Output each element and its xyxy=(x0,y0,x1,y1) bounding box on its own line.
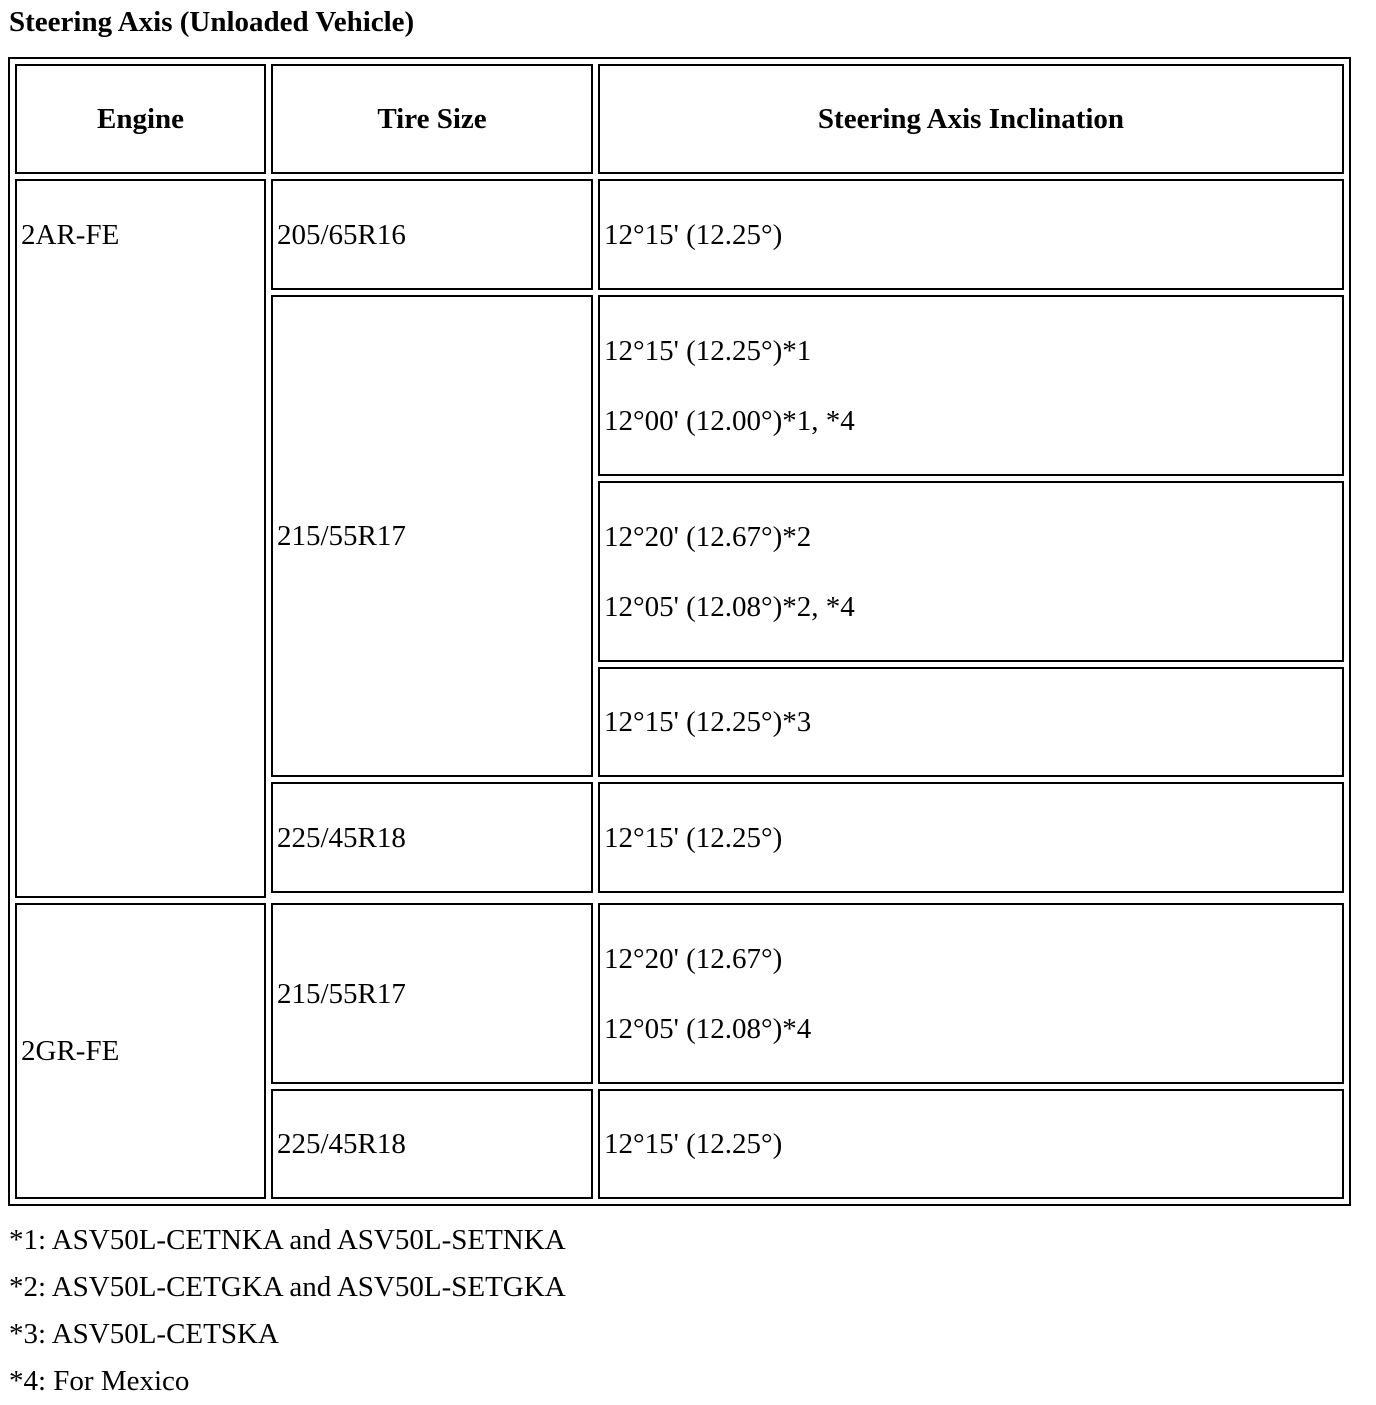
steering-axis-table xyxy=(8,57,1351,1206)
header-steering-axis-inclination: Steering Axis Inclination xyxy=(598,64,1344,174)
inclination-value: 12°15' (12.25°)*1 xyxy=(604,334,812,367)
inclination-value: 12°15' (12.25°) xyxy=(604,821,783,854)
inclination-value: 12°20' (12.67°) xyxy=(604,942,783,975)
table-row xyxy=(15,903,1344,1084)
inclination-cell xyxy=(598,903,1344,1084)
inclination-value: 12°00' (12.00°)*1, *4 xyxy=(604,404,855,437)
page-title: Steering Axis (Unloaded Vehicle) xyxy=(9,6,415,38)
inclination-cell xyxy=(598,667,1344,777)
inclination-value: 12°15' (12.25°) xyxy=(604,1128,783,1160)
inclination-cell xyxy=(598,782,1344,893)
inclination-value: 12°05' (12.08°)*4 xyxy=(604,1012,812,1045)
engine-cell-2gr-fe: 2GR-FE xyxy=(15,903,266,1199)
tire-size-cell: 205/65R16 xyxy=(271,179,593,290)
tire-size-cell: 215/55R17 xyxy=(271,295,593,777)
inclination-cell xyxy=(598,179,1344,290)
engine-cell-2ar-fe: 2AR-FE xyxy=(15,179,266,898)
header-engine: Engine xyxy=(15,64,266,174)
header-tire-size: Tire Size xyxy=(271,64,593,174)
table-row xyxy=(15,179,1344,290)
tire-size-cell: 225/45R18 xyxy=(271,782,593,893)
footnotes xyxy=(9,1217,566,1405)
inclination-cell xyxy=(598,1089,1344,1199)
tire-size-cell: 215/55R17 xyxy=(271,903,593,1084)
footnote-3: *3: ASV50L-CETSKA xyxy=(9,1318,279,1350)
footnote-1: *1: ASV50L-CETNKA and ASV50L-SETNKA xyxy=(9,1224,566,1256)
inclination-cell xyxy=(598,295,1344,476)
tire-size-cell: 225/45R18 xyxy=(271,1089,593,1199)
footnote-4: *4: For Mexico xyxy=(9,1365,190,1397)
footnote-2: *2: ASV50L-CETGKA and ASV50L-SETGKA xyxy=(9,1271,566,1303)
inclination-value: 12°05' (12.08°)*2, *4 xyxy=(604,590,855,623)
table-header-row xyxy=(15,64,1344,174)
inclination-value: 12°15' (12.25°)*3 xyxy=(604,706,812,738)
inclination-value: 12°20' (12.67°)*2 xyxy=(604,520,812,553)
inclination-value: 12°15' (12.25°) xyxy=(604,218,783,251)
inclination-cell xyxy=(598,481,1344,662)
